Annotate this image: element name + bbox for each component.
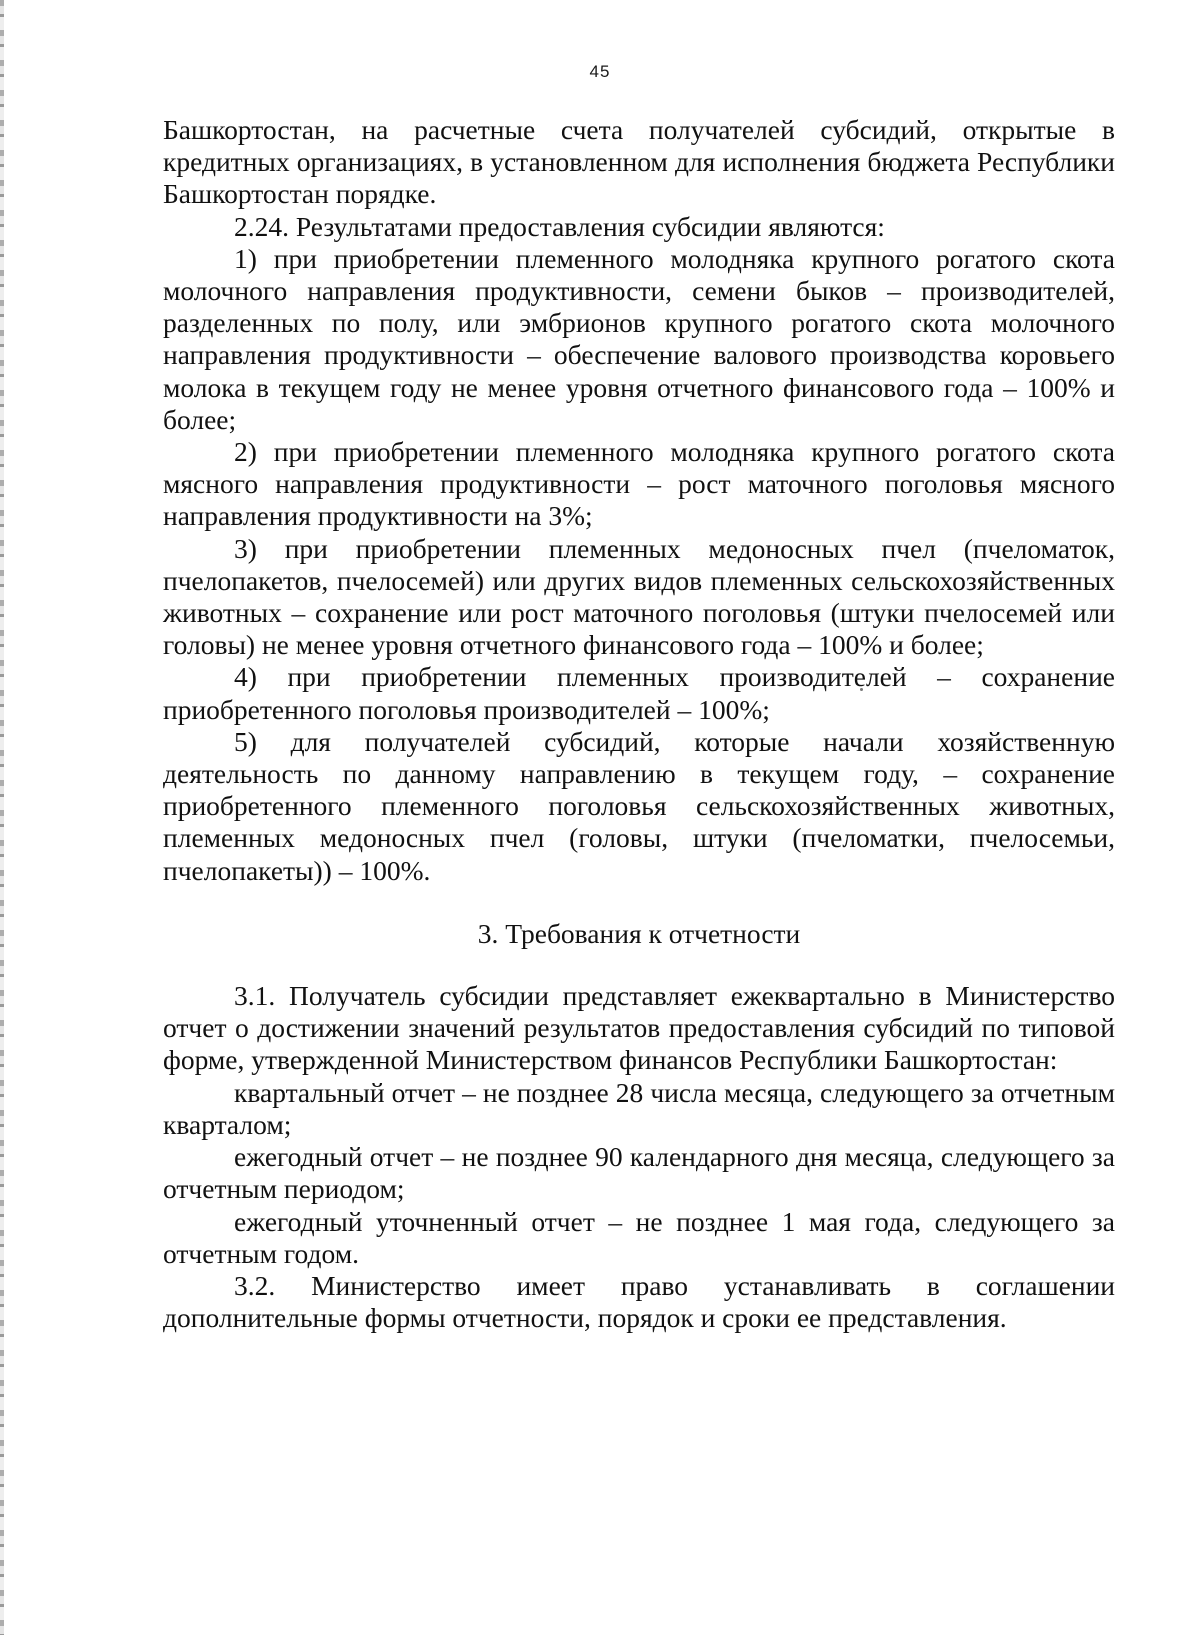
- section-heading: 3. Требования к отчетности: [477, 917, 801, 949]
- document-body: [163, 114, 1115, 1334]
- paragraph-quarterly-report: квартальный отчет – не позднее 28 числа месяца, следующего за отчетным кварталом;: [163, 1076, 1115, 1140]
- paragraph-annual-report: ежегодный отчет – не позднее 90 календарного дня месяца, следующего за отчетным периодом;: [163, 1141, 1115, 1205]
- paragraph-item-2: 2) при приобретении племенного молодняка крупного рогатого скота мясного направления продуктивности – рост маточного поголовья мясного направления продуктивности на 3%;: [163, 436, 1115, 532]
- paragraph-item-4: 4) при приобретении племенных производителей – сохранение приобретенного поголовья производителей – 100%;: [163, 661, 1115, 725]
- paragraph-clause-2-24: 2.24. Результатами предоставления субсидии являются:: [234, 210, 885, 242]
- paragraph-item-3: 3) при приобретении племенных медоносных пчел (пчеломаток, пчелопакетов, пчелосемей) или других видов племенных сельскохозяйственных животных – сохранение или рост маточного поголовья (штуки пчелосемей или головы) не менее уровня отчетного финансового года – 100% и более;: [163, 532, 1115, 661]
- page-number: 45: [589, 62, 611, 81]
- scan-edge-artifact: [0, 0, 4, 1635]
- paragraph-item-1: 1) при приобретении племенного молодняка крупного рогатого скота молочного направления продуктивности, семени быков – производителей, разделенных по полу, или эмбрионов крупного рогатого скота молочного направления продуктивности – обеспечение валового производства коровьего молока в текущем году не менее уровня отчетного финансового года – 100% и более;: [163, 242, 1115, 435]
- paragraph-continuation: Башкортостан, на расчетные счета получателей субсидий, открытые в кредитных организациях, в установленном для исполнения бюджета Республики Башкортостан порядке.: [163, 114, 1115, 210]
- paragraph-clause-3-1: 3.1. Получатель субсидии представляет ежеквартально в Министерство отчет о достижении значений результатов предоставления субсидий по типовой форме, утвержденной Министерством финансов Республики Башкортостан:: [163, 980, 1115, 1076]
- paragraph-item-5: 5) для получателей субсидий, которые начали хозяйственную деятельность по данному направлению в текущем году, – сохранение приобретенного племенного поголовья сельскохозяйственных животных, племенных медоносных пчел (головы, штуки (пчеломатки, пчелосемьи, пчелопакеты)) – 100%.: [163, 725, 1115, 886]
- paragraph-refined-annual-report: ежегодный уточненный отчет – не позднее 1 мая года, следующего за отчетным годом.: [163, 1205, 1115, 1269]
- paragraph-clause-3-2: 3.2. Министерство имеет право устанавливать в соглашении дополнительные формы отчетности, порядок и сроки ее представления.: [163, 1269, 1115, 1334]
